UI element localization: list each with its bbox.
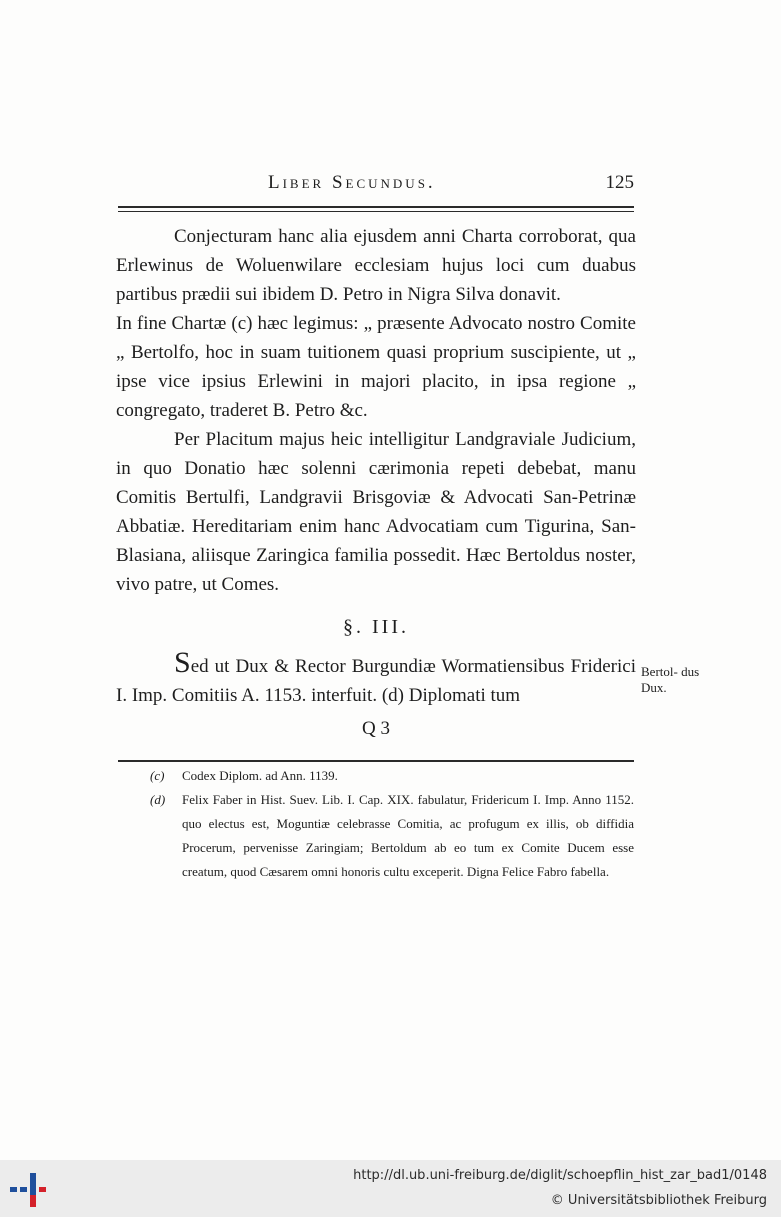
- header-rule-bottom: [118, 211, 634, 212]
- footnote-text: Felix Faber in Hist. Suev. Lib. I. Cap. XIX. fabulatur, Fridericum I. Imp. Anno 1152. quo electus est, Moguntiæ celebrasse Comitia, ac profugum ex illis, ob diffidia Procerum, pervenisse Zaringiam; Bertoldum ab eo tum ex Comite Ducem esse creatum, quod Cæsarem omni honoris cultu exceperit. Digna Felice Fabro fabella.: [182, 792, 634, 879]
- footnote-rule: [118, 760, 634, 762]
- signature-mark: Q 3: [362, 718, 390, 739]
- header-rule-top: [118, 206, 634, 208]
- page-number: 125: [605, 172, 634, 193]
- section-paragraph-text: ed ut Dux & Rector Burgundiæ Wormatiensibus Friderici I. Imp. Comitiis A. 1153. interfuit. (d) Diplomati tum: [116, 656, 636, 706]
- footnotes: [150, 764, 634, 884]
- paragraph: In fine Chartæ (c) hæc legimus: „ præsente Advocato nostro Comite „ Bertolfo, hoc in suam tuitionem quasi proprium suscipiente, ut „ ipse vice ipsius Erlewini in majori placito, in ipsa regione „ congregato, traderet B. Petro &c.: [116, 313, 636, 421]
- running-head: [118, 172, 634, 198]
- footnote-mark: (c): [150, 768, 165, 783]
- footnote-mark: (d): [150, 792, 166, 807]
- section-heading: §. III.: [343, 616, 409, 638]
- dropcap: S: [174, 646, 191, 679]
- footnote-text: Codex Diplom. ad Ann. 1139.: [182, 768, 338, 783]
- source-url-link[interactable]: http://dl.ub.uni-freiburg.de/diglit/schoepflin_hist_zar_bad1/0148: [353, 1168, 767, 1183]
- main-text: [116, 222, 636, 599]
- paragraph: Conjecturam hanc alia ejusdem anni Charta corroborat, qua Erlewinus de Woluenwilare ecclesiam hujus loci cum duabus partibus prædii sui ibidem D. Petro in Nigra Silva donavit.: [116, 226, 636, 305]
- footnote: [150, 764, 634, 788]
- margin-note: Bertol- dus Dux.: [641, 664, 700, 695]
- section-paragraph: [116, 646, 636, 710]
- running-title: Liber Secundus.: [268, 172, 436, 193]
- paragraph: Per Placitum majus heic intelligitur Landgraviale Judicium, in quo Donatio hæc solenni cærimonia repeti debebat, manu Comitis Bertulfi, Landgravii Brisgoviæ & Advocati San-Petrinæ Abbatiæ. Hereditariam enim hanc Advocatiam cum Tigurina, San-Blasiana, aliisque Zaringica familia possedit. Hæc Bertoldus noster, vivo patre, ut Comes.: [116, 429, 636, 595]
- footnote: [150, 788, 634, 884]
- ub-freiburg-logo-icon[interactable]: [10, 1169, 50, 1209]
- copyright-text: © Universitätsbibliothek Freiburg: [550, 1193, 767, 1208]
- section-text: [116, 646, 636, 710]
- viewer-footer: [0, 1160, 781, 1217]
